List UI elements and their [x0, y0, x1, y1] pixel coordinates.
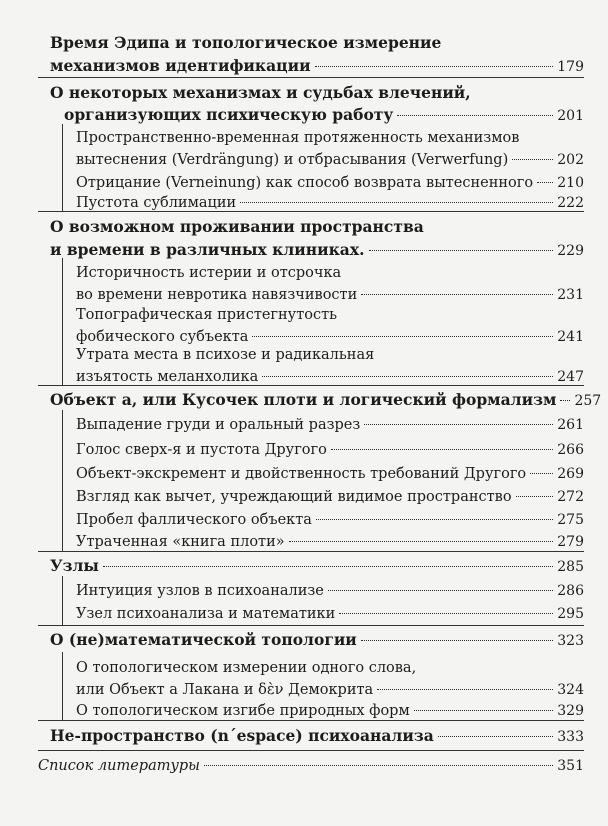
- toc-entry-row: [76, 150, 584, 170]
- page-number: 324: [557, 682, 584, 698]
- toc-entry-title-line: Пробел фаллического объекта: [76, 512, 312, 528]
- toc-entry-title-line: О топологическом измерении одного слова,: [76, 660, 417, 676]
- toc-entry-title-line: изъятость меланхолика: [76, 369, 259, 385]
- toc-entry-title-line: организующих психическую работу: [64, 105, 394, 124]
- page-number: 201: [557, 108, 584, 124]
- dot-leader: [328, 590, 553, 591]
- dot-leader: [530, 473, 553, 474]
- toc-entry-title-line: вытеснения (Verdrängung) и отбрасывания (Verwerfung): [76, 152, 509, 168]
- page-number: 229: [557, 243, 584, 259]
- toc-entry-row: [76, 581, 584, 601]
- dot-leader: [364, 424, 553, 425]
- section-vertical-rule: [62, 576, 63, 625]
- toc-entry-title-line: Утраченная «книга плоти»: [76, 534, 285, 550]
- dot-leader: [438, 736, 553, 737]
- toc-entry-title-line: фобического субъекта: [76, 329, 249, 345]
- page-number: 286: [557, 583, 584, 599]
- dot-leader: [516, 496, 554, 497]
- page-number: 323: [557, 633, 584, 649]
- toc-entry-title-line: и времени в различных клиниках.: [50, 240, 365, 259]
- dot-leader: [377, 689, 553, 690]
- toc-entry-title-line: Узлы: [50, 556, 99, 575]
- dot-leader: [262, 376, 553, 377]
- dot-leader: [560, 400, 570, 401]
- page-number: 275: [557, 512, 584, 528]
- toc-entry-row: [76, 415, 584, 435]
- section-vertical-rule: [62, 124, 63, 211]
- page-number: 241: [557, 329, 584, 345]
- dot-leader: [204, 765, 553, 766]
- page-number: 179: [557, 59, 584, 75]
- toc-entry-row: [50, 390, 602, 410]
- page-number: 329: [557, 703, 584, 719]
- dot-leader: [414, 710, 554, 711]
- toc-entry-title-line: во времени невротика навязчивости: [76, 287, 358, 303]
- toc-entry-row: [76, 440, 584, 460]
- section-divider-line: [38, 385, 584, 386]
- toc-entry-title-line: Историчность истерии и отсрочка: [76, 265, 342, 281]
- page-number: 261: [557, 417, 584, 433]
- toc-entry-title-line: или Объект а Лакана и δὲν Демокрита: [76, 682, 374, 698]
- toc-entry-title-line: Список литературы: [38, 758, 200, 774]
- toc-entry-row: [76, 510, 584, 530]
- dot-leader: [361, 294, 553, 295]
- toc-entry-title-line: Объект а, или Кусочек плоти и логический формализм: [50, 390, 557, 409]
- toc-entry-row: [50, 630, 584, 650]
- toc-entry-title-line: Узел психоанализа и математики: [76, 606, 336, 622]
- toc-entry-row: [76, 487, 584, 507]
- toc-entry-title-line: Интуиция узлов в психоанализе: [76, 583, 324, 599]
- toc-entry-title-line: О топологическом изгибе природных форм: [76, 703, 410, 719]
- page-number: 257: [574, 393, 602, 409]
- toc-entry-title-line: Голос сверх-я и пустота Другого: [76, 442, 327, 458]
- toc-entry-title-line: Объект-экскремент и двойственность требований Другого: [76, 466, 527, 482]
- toc-entry-row: [50, 240, 584, 260]
- toc-entry-row: [50, 556, 584, 576]
- dot-leader: [512, 159, 553, 160]
- toc-entry-row: [76, 367, 584, 387]
- toc-entry-row: [76, 173, 584, 193]
- page-number: 269: [557, 466, 584, 482]
- toc-entry-row: [76, 701, 584, 721]
- dot-leader: [240, 202, 553, 203]
- toc-entry-title-line: Пространственно-временная протяженность механизмов: [76, 130, 520, 146]
- dot-leader: [397, 115, 553, 116]
- toc-entry-title-line: Отрицание (Verneinung) как способ возврата вытесненного: [76, 175, 534, 191]
- toc-entry-title-line: Топографическая пристегнутость: [76, 307, 337, 323]
- toc-entry-row: [76, 193, 584, 213]
- dot-leader: [369, 250, 554, 251]
- toc-entry-row: [76, 464, 584, 484]
- page-number: 247: [557, 369, 584, 385]
- dot-leader: [315, 66, 554, 67]
- toc-entry-row: [76, 680, 584, 700]
- dot-leader: [339, 613, 553, 614]
- section-vertical-rule: [62, 652, 63, 720]
- page-number: 279: [557, 534, 584, 550]
- toc-entry-row: [76, 532, 584, 552]
- dot-leader: [252, 336, 553, 337]
- page-number: 231: [557, 287, 584, 303]
- toc-entry-title-line: О возможном проживании пространства: [50, 217, 424, 236]
- page-number: 333: [557, 729, 584, 745]
- toc-entry-row: [50, 726, 584, 746]
- page-number: 222: [557, 195, 584, 211]
- page-number: 272: [557, 489, 584, 505]
- page-number: 210: [557, 175, 584, 191]
- dot-leader: [289, 541, 554, 542]
- section-divider-line: [38, 750, 584, 751]
- toc-entry-title-line: механизмов идентификации: [50, 56, 311, 75]
- dot-leader: [331, 449, 553, 450]
- page-number: 202: [557, 152, 584, 168]
- toc-entry-title-line: Выпадение груди и оральный разрез: [76, 417, 361, 433]
- toc-entry-title-line: О некоторых механизмах и судьбах влечений,: [50, 83, 471, 102]
- toc-entry-title-line: Взгляд как вычет, учреждающий видимое пространство: [76, 489, 512, 505]
- toc-entry-row: [76, 327, 584, 347]
- page-number: 285: [557, 559, 584, 575]
- toc-entry-row: [50, 56, 584, 76]
- dot-leader: [537, 182, 553, 183]
- dot-leader: [361, 640, 553, 641]
- section-divider-line: [38, 211, 584, 212]
- toc-entry-title-line: Пустота сублимации: [76, 195, 237, 211]
- section-divider-line: [38, 720, 584, 721]
- toc-entry-title-line: Не-пространство (n´espace) психоанализа: [50, 726, 434, 745]
- toc-entry-title-line: О (не)математической топологии: [50, 630, 357, 649]
- toc-entry-title-line: Утрата места в психозе и радикальная: [76, 347, 375, 363]
- dot-leader: [103, 566, 553, 567]
- section-divider-line: [38, 77, 584, 78]
- dot-leader: [316, 519, 553, 520]
- toc-entry-row: [38, 756, 584, 776]
- section-divider-line: [38, 625, 584, 626]
- toc-entry-title-line: Время Эдипа и топологическое измерение: [50, 33, 442, 52]
- section-vertical-rule: [62, 258, 63, 385]
- page-number: 266: [557, 442, 584, 458]
- toc-entry-row: [76, 285, 584, 305]
- page-number: 295: [557, 606, 584, 622]
- section-divider-line: [38, 551, 584, 552]
- toc-entry-row: [64, 105, 584, 125]
- section-vertical-rule: [62, 410, 63, 551]
- toc-entry-row: [76, 604, 584, 624]
- page-number: 351: [557, 758, 584, 774]
